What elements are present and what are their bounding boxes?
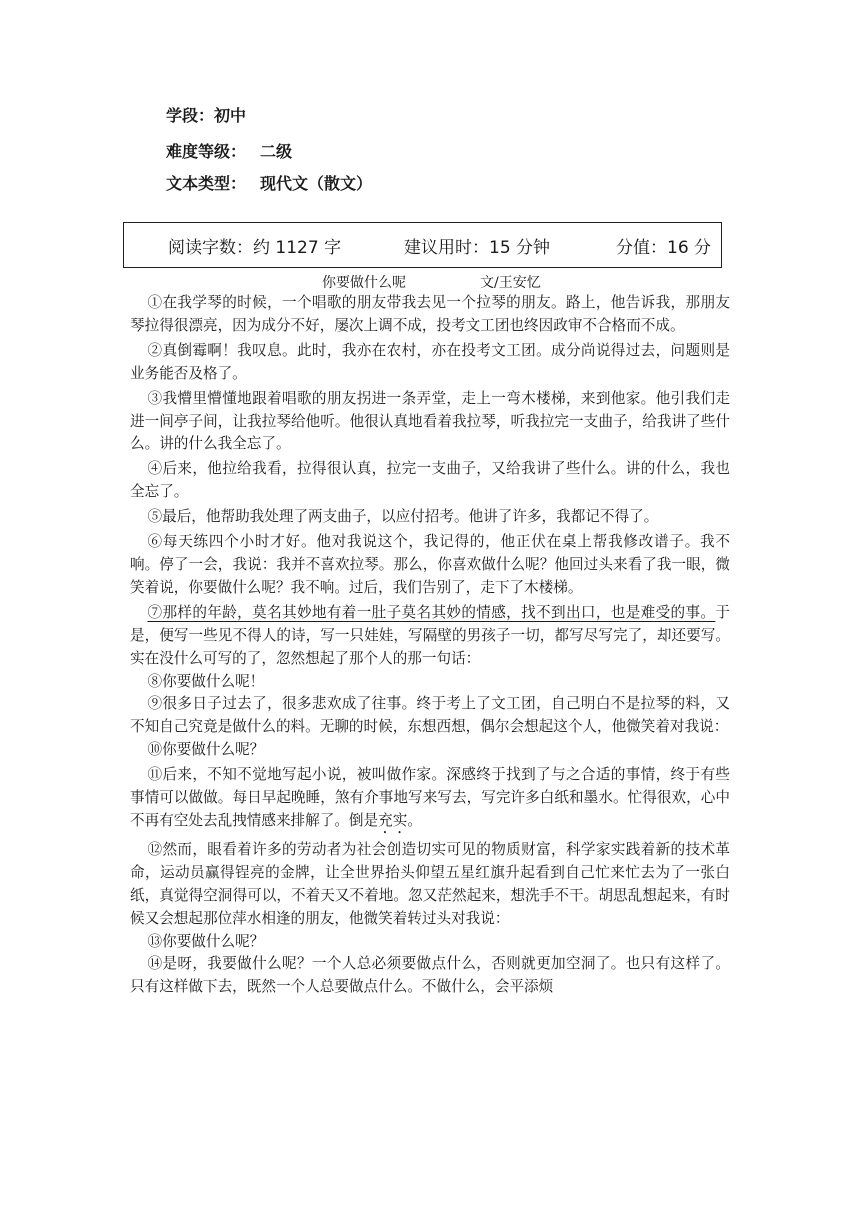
stage-row	[166, 106, 246, 126]
difficulty-value: 二级	[260, 142, 293, 161]
paragraph-11-end: 。	[407, 811, 422, 829]
paragraph-8: ⑧你要做什么呢！	[147, 672, 265, 690]
reading-info-box	[123, 222, 722, 268]
paragraph-5: ⑤最后，他帮助我处理了两支曲子，以应付招考。他讲了许多，我都记不得了。	[147, 508, 659, 526]
paragraph-13: ⑬你要做什么呢？	[147, 932, 265, 950]
paragraph-10: ⑩你要做什么呢？	[147, 741, 265, 759]
paragraph-11	[130, 764, 730, 837]
score: 分值：16 分	[616, 238, 712, 258]
underlined-sentence: ⑦那样的年龄，莫名其妙地有着一肚子莫名其妙的情感，找不到出口，也是难受的事。	[147, 603, 716, 621]
paragraph-12: ⑫然而，眼看着许多的劳动者为社会创造切实可见的物质财富，科学家实践着新的技术革命，运动员赢得锃亮的金牌，让全世界抬头仰望五星红旗升起看到自己忙来忙去为了一张白纸，真觉得空洞得可以，不着天又不着地。忽又茫然起来，想洗手不干。胡思乱想起来，有时候又会想起那位萍水相逢的朋友，他微笑着转过头对我说：	[130, 840, 730, 927]
article-title: 你要做什么呢	[322, 275, 406, 291]
paragraph-7-rest: 于是，便写一些见不得人的诗，写一只娃娃，写隔壁的男孩子一切，都写尽写完了，却还要写。实在没什么可写的了，忽然想起了那个人的那一句话：	[130, 603, 730, 667]
paragraph-7	[130, 602, 730, 671]
emphasized-word: 充实	[378, 811, 408, 829]
paragraph-2: ②真倒霉啊！我叹息。此时，我亦在农村，亦在投考文工团。成分尚说得过去，问题则是业务能否及格了。	[130, 341, 730, 382]
suggested-time: 建议用时：15 分钟	[404, 238, 551, 258]
text-type-label: 文本类型：	[166, 174, 247, 193]
article-heading	[0, 273, 860, 293]
text-type-row	[166, 174, 372, 194]
text-type-value: 现代文（散文）	[260, 174, 373, 193]
difficulty-row	[166, 142, 292, 162]
word-count: 阅读字数：约 1127 字	[168, 238, 342, 258]
paragraph-1: ①在我学琴的时候，一个唱歌的朋友带我去见一个拉琴的朋友。路上，他告诉我，那朋友琴拉得很漂亮，因为成分不好，屡次上调不成，投考文工团也终因政审不合格而不成。	[130, 294, 730, 334]
paragraph-9: ⑨很多日子过去了，很多悲欢成了往事。终于考上了文工团，自己明白不是拉琴的料，又不知自己究竟是做什么的料。无聊的时候，东想西想，偶尔会想起这个人，他微笑着对我说：	[130, 695, 730, 736]
paragraph-4: ④后来，他拉给我看，拉得很认真，拉完一支曲子，又给我讲了些什么。讲的什么，我也全忘了。	[130, 460, 730, 501]
paragraph-11-text: ⑪后来，不知不觉地写起小说，被叫做作家。深感终于找到了与之合适的事情，终于有些事情可以做做。每日早起晚睡，煞有介事地写来写去，写完许多白纸和墨水。忙得很欢，心中不再有空处去乱拽情感来排解了。倒是	[130, 766, 730, 829]
paragraph-3: ③我懵里懵懂地跟着唱歌的朋友拐进一条弄堂，走上一弯木楼梯，来到他家。他引我们走进一间亭子间，让我拉琴给他听。他很认真地看着我拉琴，听我拉完一支曲子，给我讲了些什么。讲的什么我全忘了。	[130, 389, 730, 453]
paragraph-14: ⑭是呀，我要做什么呢？一个人总必须要做点什么，否则就更加空洞了。也只有这样了。只有这样做下去，既然一个人总要做点什么。不做什么，会平添烦	[130, 955, 730, 996]
article-author: 文/王安忆	[480, 275, 541, 291]
difficulty-label: 难度等级：	[166, 142, 247, 161]
stage-value: 初中	[214, 106, 247, 125]
paragraph-6: ⑥每天练四个小时才好。他对我说这个，我记得的，他正伏在桌上帮我修改谱子。我不响。停了一会，我说：我并不喜欢拉琴。那么，你喜欢做什么呢？他回过头来看了我一眼，微笑着说，你要做什么呢？我不响。过后，我们告别了，走下了木楼梯。	[130, 533, 730, 596]
article-body	[130, 292, 730, 999]
stage-label: 学段：	[166, 106, 215, 125]
